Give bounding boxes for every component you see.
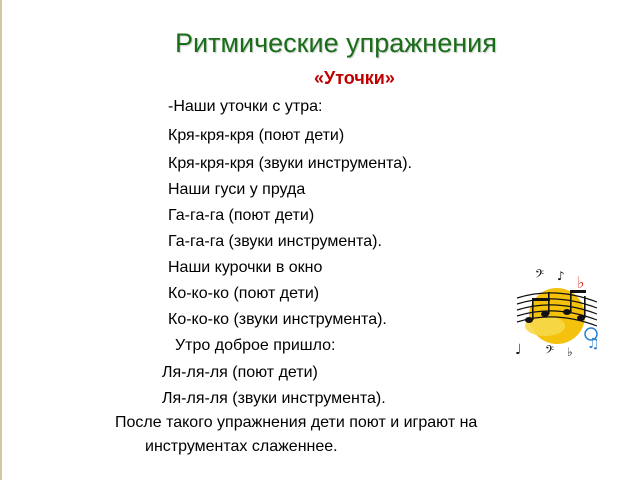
svg-text:♪: ♪: [557, 269, 565, 283]
svg-text:♩: ♩: [515, 342, 522, 358]
verse-line-7: Наши курочки в окно: [168, 259, 323, 276]
svg-text:𝄢: 𝄢: [545, 344, 555, 358]
closing-line-2: инструментах слаженнее.: [145, 438, 338, 455]
svg-text:♭: ♭: [577, 273, 585, 292]
verse-line-3: Кря-кря-кря (звуки инструмента).: [168, 155, 412, 172]
svg-text:𝄢: 𝄢: [535, 268, 545, 284]
svg-text:♭: ♭: [567, 345, 573, 358]
slide-title: Ритмические упражнения: [175, 28, 497, 58]
verse-line-10: Утро доброе пришло:: [175, 337, 336, 354]
svg-text:♫: ♫: [587, 336, 600, 352]
verse-line-9: Ко-ко-ко (звуки инструмента).: [168, 311, 387, 328]
verse-line-6: Га-га-га (звуки инструмента).: [168, 233, 382, 250]
verse-line-1: -Наши уточки с утра:: [168, 98, 323, 115]
verse-line-4: Наши гуси у пруда: [168, 181, 306, 198]
music-notes-icon: [505, 268, 605, 358]
left-border-line: [0, 0, 2, 480]
verse-line-5: Га-га-га (поют дети): [168, 207, 315, 224]
verse-line-12: Ля-ля-ля (звуки инструмента).: [162, 390, 386, 407]
closing-line-1: После такого упражнения дети поют и играют на: [115, 414, 478, 431]
verse-line-2: Кря-кря-кря (поют дети): [168, 127, 345, 144]
slide-subtitle: «Уточки»: [314, 68, 395, 88]
verse-line-11: Ля-ля-ля (поют дети): [162, 364, 318, 381]
verse-line-8: Ко-ко-ко (поют дети): [168, 285, 320, 302]
